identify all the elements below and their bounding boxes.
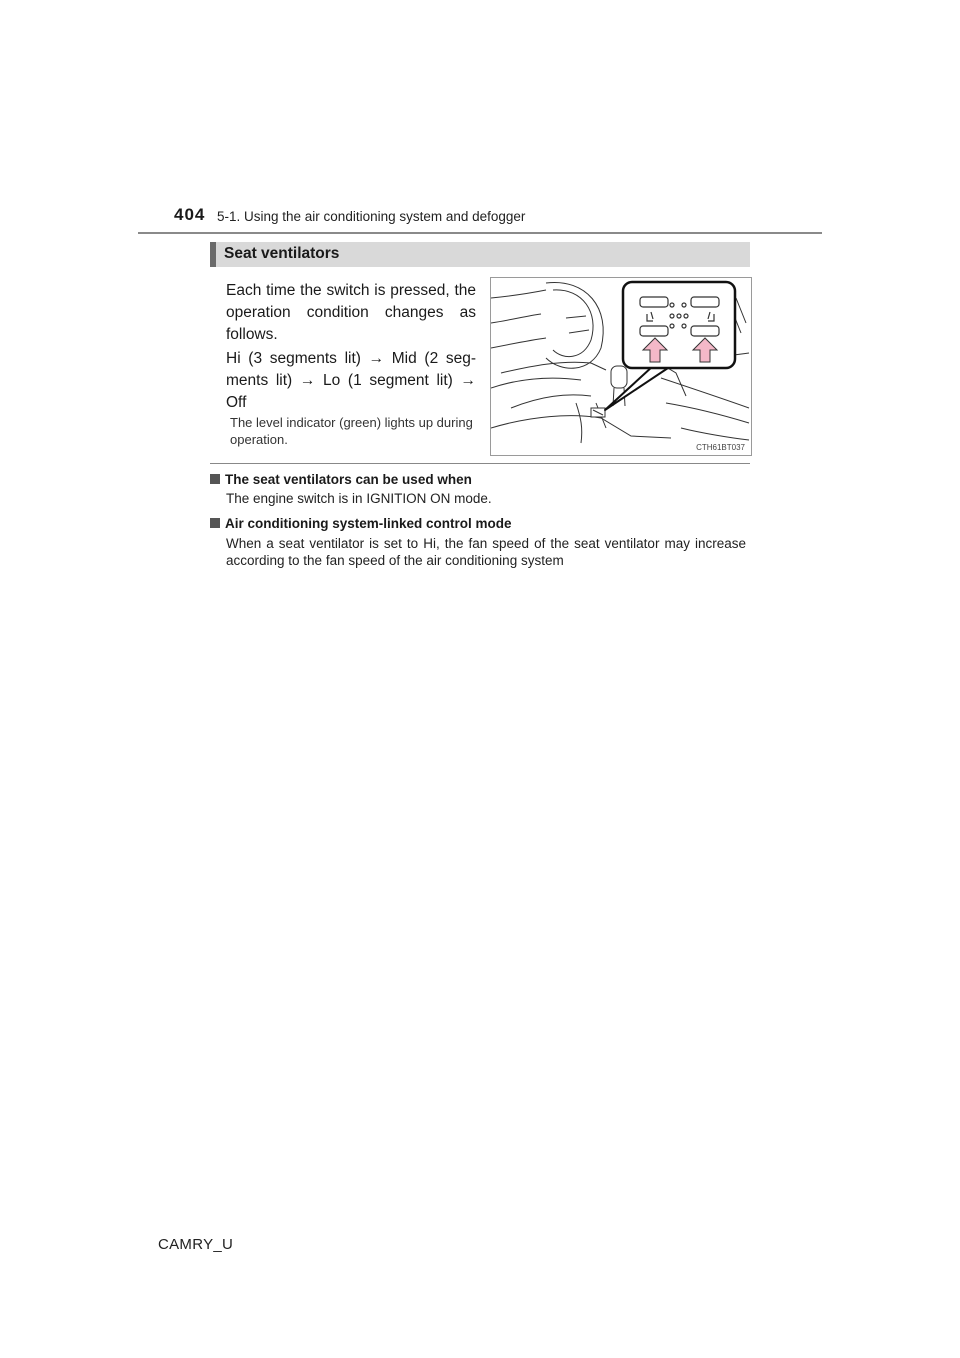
info-heading xyxy=(210,516,512,531)
info-heading-text: The seat ventilators can be used when xyxy=(225,472,472,487)
info-text: The engine switch is in IGNITION ON mode. xyxy=(226,491,492,506)
chapter-title: 5-1. Using the air conditioning system and defogger xyxy=(217,209,526,224)
section-heading-bar xyxy=(210,242,750,267)
section-bottom-rule xyxy=(210,463,750,464)
console-drawing xyxy=(491,278,751,455)
footer-model: CAMRY_U xyxy=(158,1236,234,1253)
section-title: Seat ventilators xyxy=(224,245,340,262)
page-number: 404 xyxy=(174,205,206,224)
info-heading xyxy=(210,472,472,487)
level-indicator-note: The level indicator (green) lights up during operation. xyxy=(230,415,473,447)
illustration-code: CTH61BT037 xyxy=(696,443,745,452)
info-heading-text: Air conditioning system-linked control mode xyxy=(225,516,512,531)
info-text: When a seat ventilator is set to Hi, the fan speed of the seat ventilator may increase according to the fan speed of the air conditioning system xyxy=(226,536,746,568)
square-bullet-icon xyxy=(210,474,220,484)
mode-sequence: Hi (3 segments lit) → Mid (2 seg-ments lit) → Lo (1 segment lit) → Off xyxy=(226,350,476,411)
section-accent xyxy=(210,242,216,267)
header-rule xyxy=(138,232,822,234)
seat-ventilator-illustration xyxy=(490,277,752,456)
square-bullet-icon xyxy=(210,518,220,528)
instruction-paragraph: Each time the switch is pressed, the operation condition changes as follows. xyxy=(226,282,476,343)
